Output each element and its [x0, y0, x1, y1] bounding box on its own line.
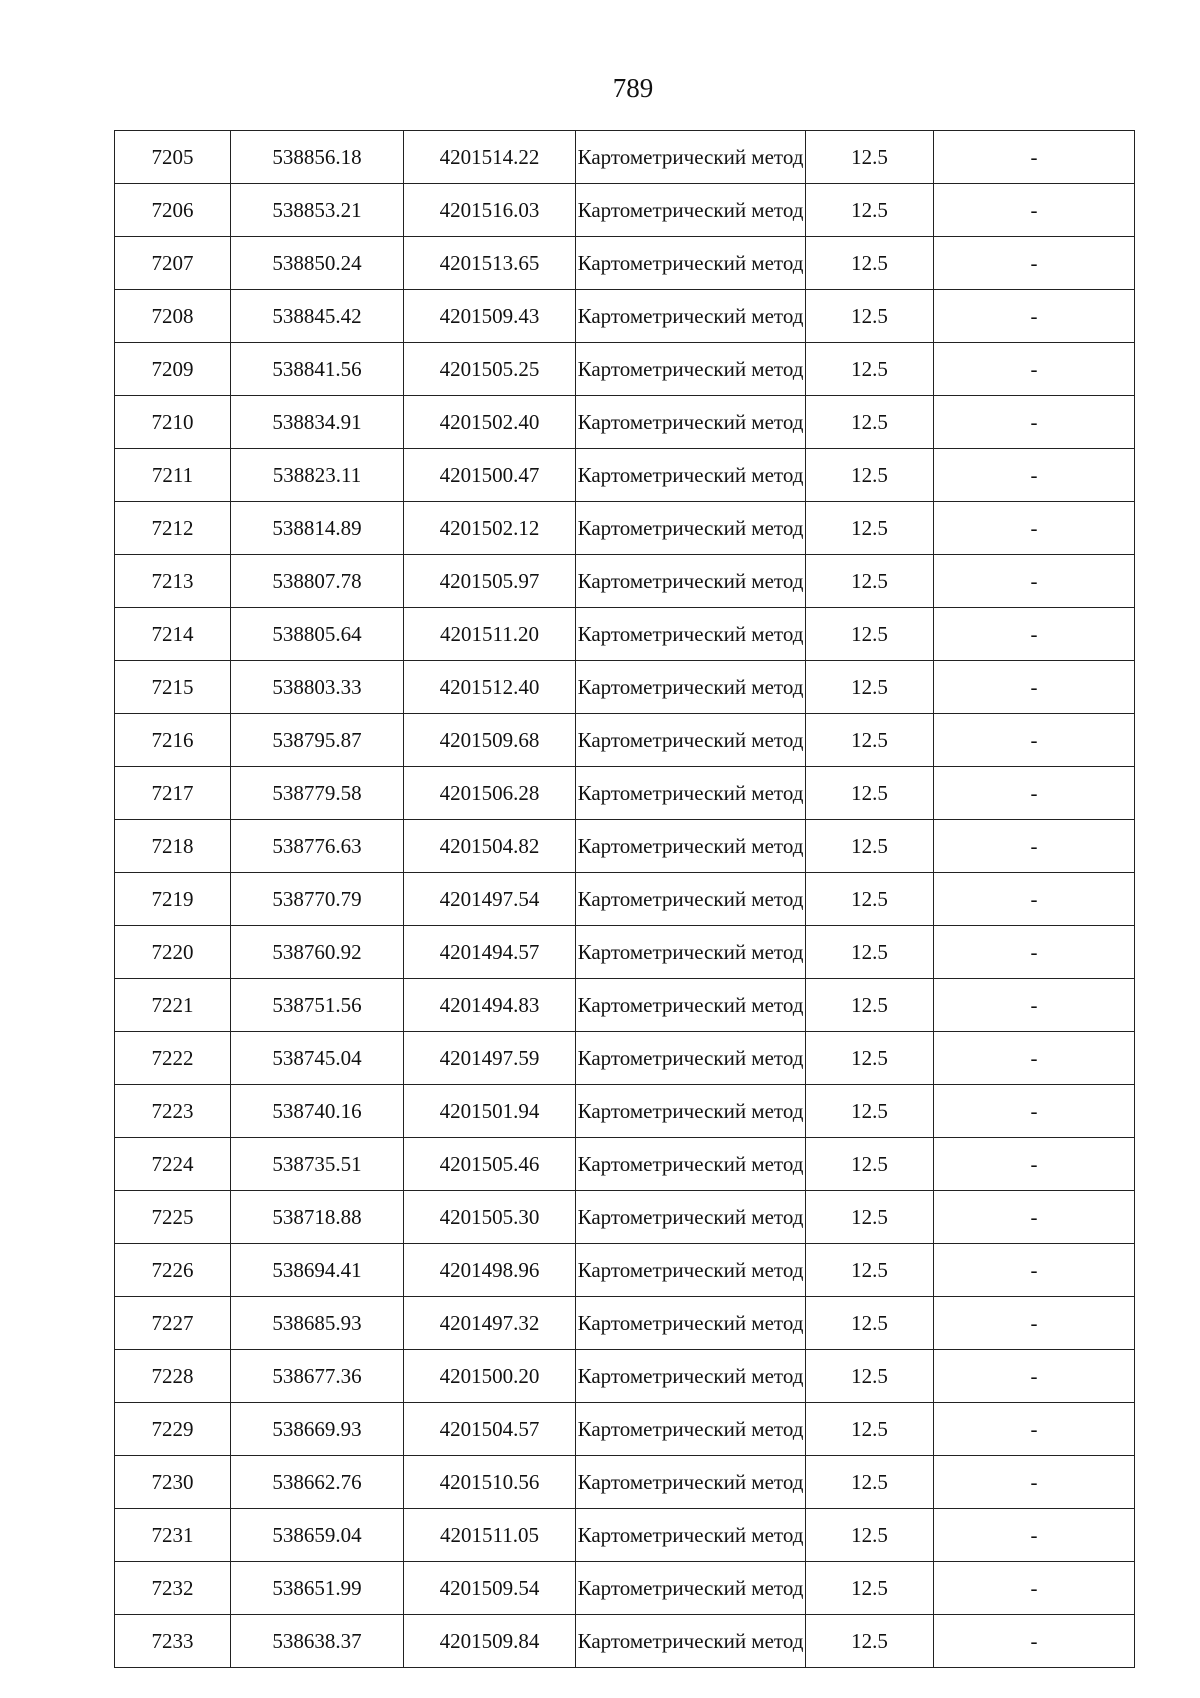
point-number-cell: 7224 [115, 1138, 231, 1191]
point-number-cell: 7206 [115, 184, 231, 237]
description-cell: - [934, 1350, 1135, 1403]
table-row [115, 1297, 1135, 1350]
accuracy-cell: 12.5 [806, 1032, 934, 1085]
table-row [115, 1456, 1135, 1509]
table-row [115, 1138, 1135, 1191]
description-cell: - [934, 1562, 1135, 1615]
coordinate-y-cell: 4201506.28 [404, 767, 576, 820]
coordinate-y-cell: 4201509.43 [404, 290, 576, 343]
coordinate-x-cell: 538770.79 [231, 873, 404, 926]
point-number-cell: 7208 [115, 290, 231, 343]
coordinate-x-cell: 538735.51 [231, 1138, 404, 1191]
accuracy-cell: 12.5 [806, 1297, 934, 1350]
table-row [115, 926, 1135, 979]
coordinate-x-cell: 538694.41 [231, 1244, 404, 1297]
point-number-cell: 7207 [115, 237, 231, 290]
table-row [115, 555, 1135, 608]
method-cell: Картометрический метод [576, 661, 806, 714]
coordinate-x-cell: 538659.04 [231, 1509, 404, 1562]
point-number-cell: 7228 [115, 1350, 231, 1403]
point-number-cell: 7232 [115, 1562, 231, 1615]
coordinate-y-cell: 4201497.54 [404, 873, 576, 926]
description-cell: - [934, 555, 1135, 608]
description-cell: - [934, 502, 1135, 555]
accuracy-cell: 12.5 [806, 926, 934, 979]
description-cell: - [934, 343, 1135, 396]
table-row [115, 714, 1135, 767]
accuracy-cell: 12.5 [806, 290, 934, 343]
coordinate-x-cell: 538805.64 [231, 608, 404, 661]
coordinates-table-body [115, 131, 1135, 1668]
coordinate-y-cell: 4201502.12 [404, 502, 576, 555]
table-row [115, 1562, 1135, 1615]
coordinate-y-cell: 4201509.84 [404, 1615, 576, 1668]
table-row [115, 343, 1135, 396]
description-cell: - [934, 608, 1135, 661]
method-cell: Картометрический метод [576, 343, 806, 396]
coordinate-y-cell: 4201494.57 [404, 926, 576, 979]
coordinate-x-cell: 538814.89 [231, 502, 404, 555]
coordinate-y-cell: 4201504.82 [404, 820, 576, 873]
point-number-cell: 7216 [115, 714, 231, 767]
coordinate-y-cell: 4201509.68 [404, 714, 576, 767]
table-row [115, 873, 1135, 926]
coordinate-y-cell: 4201502.40 [404, 396, 576, 449]
coordinate-x-cell: 538760.92 [231, 926, 404, 979]
accuracy-cell: 12.5 [806, 1350, 934, 1403]
accuracy-cell: 12.5 [806, 449, 934, 502]
coordinate-y-cell: 4201500.47 [404, 449, 576, 502]
coordinate-y-cell: 4201505.97 [404, 555, 576, 608]
coordinate-y-cell: 4201505.25 [404, 343, 576, 396]
method-cell: Картометрический метод [576, 820, 806, 873]
method-cell: Картометрический метод [576, 449, 806, 502]
accuracy-cell: 12.5 [806, 237, 934, 290]
coordinate-x-cell: 538807.78 [231, 555, 404, 608]
coordinate-x-cell: 538841.56 [231, 343, 404, 396]
accuracy-cell: 12.5 [806, 184, 934, 237]
method-cell: Картометрический метод [576, 1403, 806, 1456]
description-cell: - [934, 1456, 1135, 1509]
accuracy-cell: 12.5 [806, 714, 934, 767]
description-cell: - [934, 1244, 1135, 1297]
method-cell: Картометрический метод [576, 926, 806, 979]
coordinate-x-cell: 538795.87 [231, 714, 404, 767]
coordinate-y-cell: 4201516.03 [404, 184, 576, 237]
coordinate-y-cell: 4201501.94 [404, 1085, 576, 1138]
method-cell: Картометрический метод [576, 979, 806, 1032]
coordinate-x-cell: 538740.16 [231, 1085, 404, 1138]
accuracy-cell: 12.5 [806, 502, 934, 555]
table-row [115, 131, 1135, 184]
coordinate-y-cell: 4201504.57 [404, 1403, 576, 1456]
table-row [115, 608, 1135, 661]
method-cell: Картометрический метод [576, 1615, 806, 1668]
point-number-cell: 7205 [115, 131, 231, 184]
accuracy-cell: 12.5 [806, 767, 934, 820]
method-cell: Картометрический метод [576, 1244, 806, 1297]
coordinate-x-cell: 538776.63 [231, 820, 404, 873]
table-row [115, 396, 1135, 449]
coordinate-y-cell: 4201514.22 [404, 131, 576, 184]
method-cell: Картометрический метод [576, 555, 806, 608]
method-cell: Картометрический метод [576, 237, 806, 290]
accuracy-cell: 12.5 [806, 608, 934, 661]
description-cell: - [934, 184, 1135, 237]
accuracy-cell: 12.5 [806, 820, 934, 873]
accuracy-cell: 12.5 [806, 1615, 934, 1668]
coordinate-y-cell: 4201498.96 [404, 1244, 576, 1297]
method-cell: Картометрический метод [576, 1032, 806, 1085]
accuracy-cell: 12.5 [806, 979, 934, 1032]
accuracy-cell: 12.5 [806, 555, 934, 608]
coordinate-x-cell: 538856.18 [231, 131, 404, 184]
description-cell: - [934, 979, 1135, 1032]
method-cell: Картометрический метод [576, 714, 806, 767]
coordinate-x-cell: 538823.11 [231, 449, 404, 502]
point-number-cell: 7222 [115, 1032, 231, 1085]
coordinate-y-cell: 4201513.65 [404, 237, 576, 290]
description-cell: - [934, 1509, 1135, 1562]
method-cell: Картометрический метод [576, 396, 806, 449]
description-cell: - [934, 1138, 1135, 1191]
description-cell: - [934, 767, 1135, 820]
method-cell: Картометрический метод [576, 1456, 806, 1509]
coordinate-y-cell: 4201511.05 [404, 1509, 576, 1562]
coordinate-y-cell: 4201494.83 [404, 979, 576, 1032]
coordinate-x-cell: 538662.76 [231, 1456, 404, 1509]
coordinate-y-cell: 4201497.59 [404, 1032, 576, 1085]
coordinate-y-cell: 4201505.30 [404, 1191, 576, 1244]
method-cell: Картометрический метод [576, 1562, 806, 1615]
coordinate-x-cell: 538669.93 [231, 1403, 404, 1456]
description-cell: - [934, 1403, 1135, 1456]
coordinate-y-cell: 4201509.54 [404, 1562, 576, 1615]
coordinate-y-cell: 4201510.56 [404, 1456, 576, 1509]
coordinate-y-cell: 4201512.40 [404, 661, 576, 714]
method-cell: Картометрический метод [576, 767, 806, 820]
accuracy-cell: 12.5 [806, 1138, 934, 1191]
point-number-cell: 7219 [115, 873, 231, 926]
accuracy-cell: 12.5 [806, 343, 934, 396]
coordinate-y-cell: 4201497.32 [404, 1297, 576, 1350]
coordinate-x-cell: 538803.33 [231, 661, 404, 714]
description-cell: - [934, 1032, 1135, 1085]
method-cell: Картометрический метод [576, 608, 806, 661]
accuracy-cell: 12.5 [806, 131, 934, 184]
coordinate-x-cell: 538651.99 [231, 1562, 404, 1615]
accuracy-cell: 12.5 [806, 1085, 934, 1138]
table-row [115, 820, 1135, 873]
accuracy-cell: 12.5 [806, 1456, 934, 1509]
coordinate-x-cell: 538745.04 [231, 1032, 404, 1085]
table-row [115, 767, 1135, 820]
description-cell: - [934, 1297, 1135, 1350]
table-row [115, 1191, 1135, 1244]
point-number-cell: 7209 [115, 343, 231, 396]
description-cell: - [934, 1191, 1135, 1244]
description-cell: - [934, 714, 1135, 767]
table-row [115, 1032, 1135, 1085]
point-number-cell: 7214 [115, 608, 231, 661]
table-row [115, 1085, 1135, 1138]
table-row [115, 1403, 1135, 1456]
coordinate-y-cell: 4201500.20 [404, 1350, 576, 1403]
description-cell: - [934, 396, 1135, 449]
coordinate-x-cell: 538751.56 [231, 979, 404, 1032]
description-cell: - [934, 449, 1135, 502]
coordinate-y-cell: 4201505.46 [404, 1138, 576, 1191]
page-number: 789 [612, 73, 654, 103]
point-number-cell: 7215 [115, 661, 231, 714]
method-cell: Картометрический метод [576, 290, 806, 343]
accuracy-cell: 12.5 [806, 661, 934, 714]
table-row [115, 502, 1135, 555]
point-number-cell: 7229 [115, 1403, 231, 1456]
point-number-cell: 7220 [115, 926, 231, 979]
table-row [115, 184, 1135, 237]
point-number-cell: 7212 [115, 502, 231, 555]
point-number-cell: 7211 [115, 449, 231, 502]
coordinate-x-cell: 538845.42 [231, 290, 404, 343]
table-row [115, 1509, 1135, 1562]
point-number-cell: 7227 [115, 1297, 231, 1350]
coordinate-x-cell: 538779.58 [231, 767, 404, 820]
table-row [115, 449, 1135, 502]
method-cell: Картометрический метод [576, 1191, 806, 1244]
description-cell: - [934, 661, 1135, 714]
coordinate-x-cell: 538853.21 [231, 184, 404, 237]
point-number-cell: 7231 [115, 1509, 231, 1562]
accuracy-cell: 12.5 [806, 396, 934, 449]
method-cell: Картометрический метод [576, 131, 806, 184]
method-cell: Картометрический метод [576, 1350, 806, 1403]
description-cell: - [934, 131, 1135, 184]
point-number-cell: 7221 [115, 979, 231, 1032]
table-row [115, 979, 1135, 1032]
coordinates-table [114, 130, 1135, 1668]
accuracy-cell: 12.5 [806, 1562, 934, 1615]
point-number-cell: 7210 [115, 396, 231, 449]
method-cell: Картометрический метод [576, 1085, 806, 1138]
method-cell: Картометрический метод [576, 1138, 806, 1191]
coordinate-x-cell: 538718.88 [231, 1191, 404, 1244]
point-number-cell: 7217 [115, 767, 231, 820]
accuracy-cell: 12.5 [806, 1403, 934, 1456]
method-cell: Картометрический метод [576, 873, 806, 926]
description-cell: - [934, 290, 1135, 343]
point-number-cell: 7226 [115, 1244, 231, 1297]
method-cell: Картометрический метод [576, 184, 806, 237]
table-row [115, 1244, 1135, 1297]
point-number-cell: 7218 [115, 820, 231, 873]
accuracy-cell: 12.5 [806, 1191, 934, 1244]
table-row [115, 1350, 1135, 1403]
point-number-cell: 7225 [115, 1191, 231, 1244]
accuracy-cell: 12.5 [806, 873, 934, 926]
point-number-cell: 7213 [115, 555, 231, 608]
table-row [115, 661, 1135, 714]
description-cell: - [934, 820, 1135, 873]
method-cell: Картометрический метод [576, 1509, 806, 1562]
coordinate-x-cell: 538834.91 [231, 396, 404, 449]
point-number-cell: 7223 [115, 1085, 231, 1138]
coordinate-x-cell: 538638.37 [231, 1615, 404, 1668]
accuracy-cell: 12.5 [806, 1244, 934, 1297]
table-row [115, 1615, 1135, 1668]
coordinate-y-cell: 4201511.20 [404, 608, 576, 661]
description-cell: - [934, 926, 1135, 979]
coordinate-x-cell: 538850.24 [231, 237, 404, 290]
description-cell: - [934, 1085, 1135, 1138]
description-cell: - [934, 237, 1135, 290]
coordinate-x-cell: 538677.36 [231, 1350, 404, 1403]
table-row [115, 290, 1135, 343]
description-cell: - [934, 873, 1135, 926]
method-cell: Картометрический метод [576, 502, 806, 555]
point-number-cell: 7230 [115, 1456, 231, 1509]
accuracy-cell: 12.5 [806, 1509, 934, 1562]
table-row [115, 237, 1135, 290]
method-cell: Картометрический метод [576, 1297, 806, 1350]
description-cell: - [934, 1615, 1135, 1668]
point-number-cell: 7233 [115, 1615, 231, 1668]
coordinate-x-cell: 538685.93 [231, 1297, 404, 1350]
